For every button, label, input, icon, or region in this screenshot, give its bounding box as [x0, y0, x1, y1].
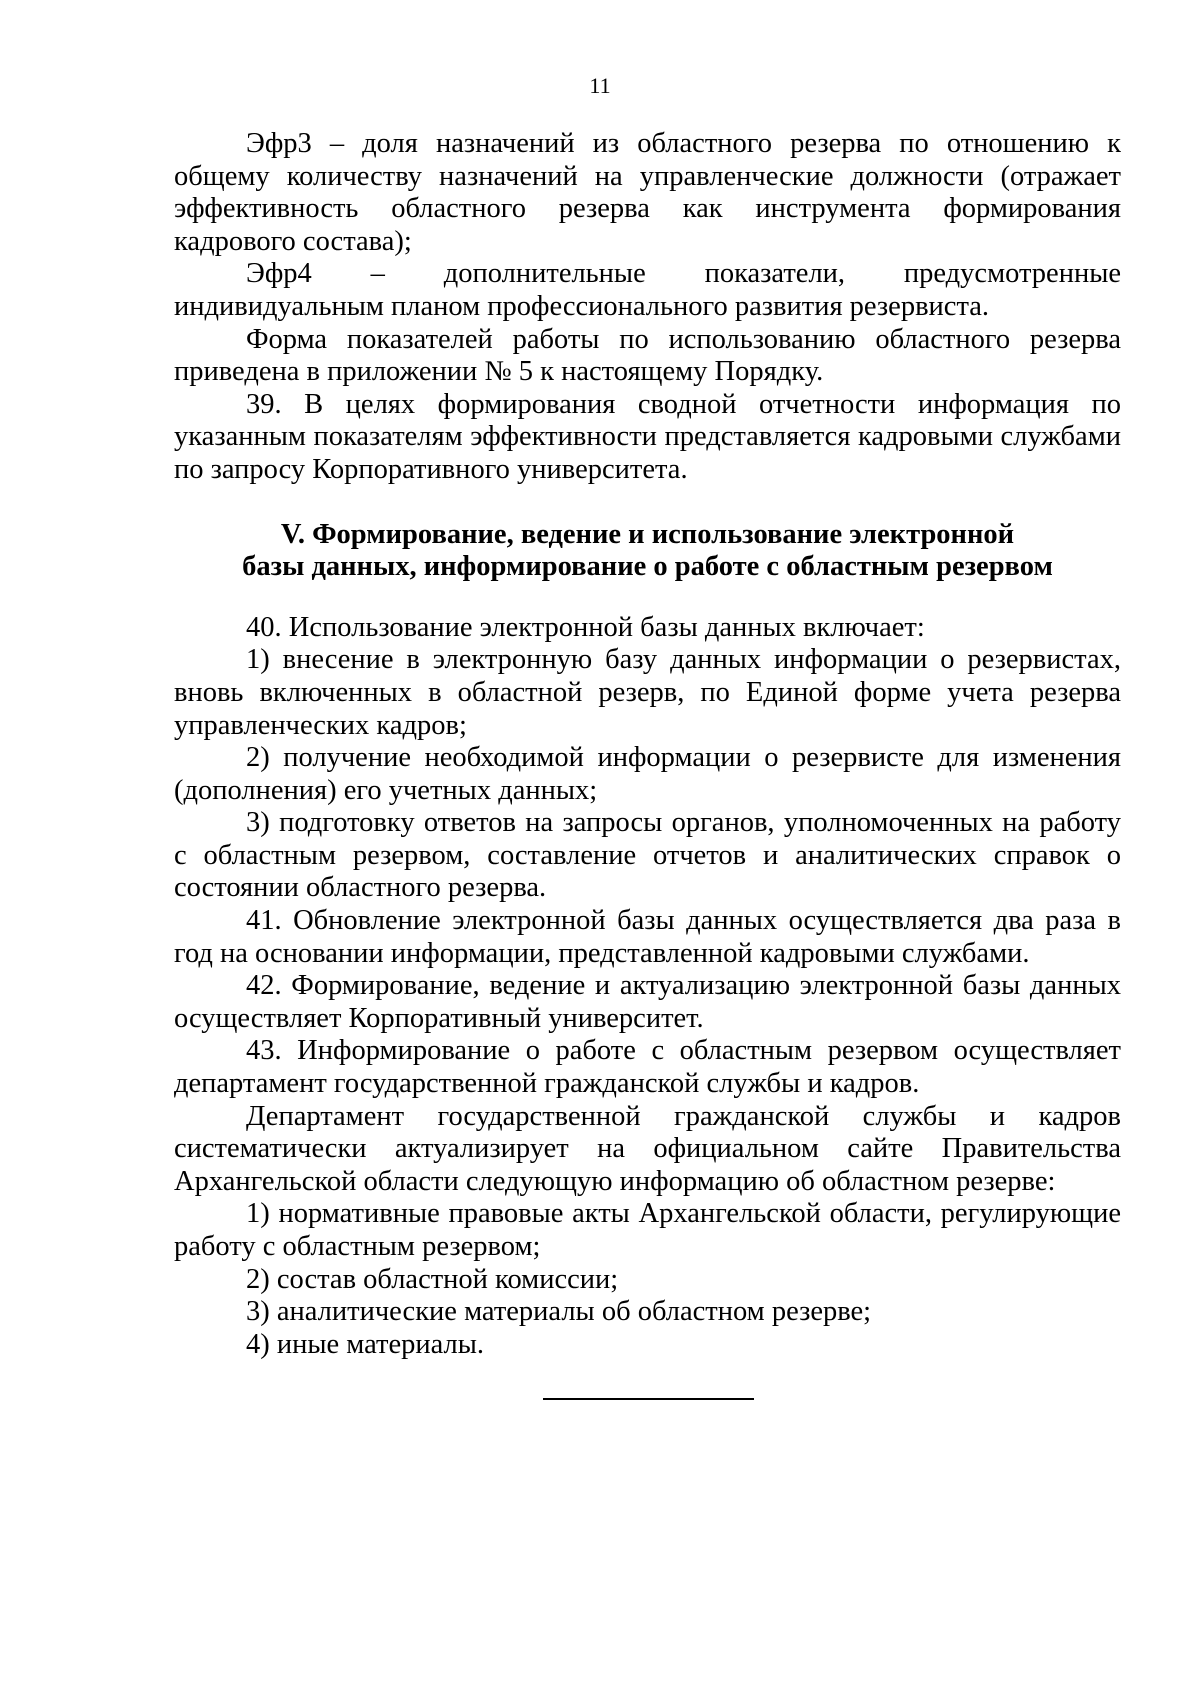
section-heading-line-2: базы данных, информирование о работе с областным резервом [242, 551, 1053, 583]
paragraph-40-item-3: 3) подготовку ответов на запросы органов, уполномоченных на работу с областным резервом, составление отчетов и аналитических справок о состоянии областного резерва. [174, 807, 1121, 904]
paragraph-40: 40. Использование электронной базы данных включает: [246, 611, 925, 643]
paragraph-info-item-3: 3) аналитические материалы об областном резерве; [246, 1296, 872, 1328]
paragraph-40-item-1: 1) внесение в электронную базу данных информации о резервистах, вновь включенных в областной резерв, по Единой форме учета резерва управленческих кадров; [174, 644, 1121, 741]
paragraph-info-item-2: 2) состав областной комиссии; [246, 1263, 619, 1295]
section-heading [174, 519, 1121, 584]
section-heading-line-1: V. Формирование, ведение и использование электронной [280, 518, 1015, 550]
document-body [174, 128, 1121, 1361]
paragraph-39: 39. В целях формирования сводной отчетности информация по указанным показателям эффективности представляется кадровыми службами по запросу Корпоративного университета. [174, 388, 1121, 485]
paragraph-42: 42. Формирование, ведение и актуализацию электронной базы данных осуществляет Корпоративный университет. [174, 970, 1121, 1034]
paragraph-info-item-4: 4) иные материалы. [246, 1328, 485, 1360]
paragraph-40-item-2: 2) получение необходимой информации о резервисте для изменения (дополнения) его учетных данных; [174, 742, 1121, 806]
paragraph-info-item-1: 1) нормативные правовые акты Архангельской области, регулирующие работу с областным резервом; [174, 1198, 1121, 1262]
page-number: 11 [589, 73, 611, 98]
paragraph-43: 43. Информирование о работе с областным резервом осуществляет департамент государственной гражданской службы и кадров. [174, 1035, 1121, 1100]
paragraph-efr4: Эфр4 – дополнительные показатели, предусмотренные индивидуальным планом профессионального развития резервиста. [174, 258, 1121, 322]
paragraph-efr3: Эфр3 – доля назначений из областного резерва по отношению к общему количеству назначений на управленческие должности (отражает эффективность областного резерва как инструмента формирования кадрового состава); [174, 128, 1121, 257]
paragraph-form-reference: Форма показателей работы по использованию областного резерва приведена в приложении № 5 к настоящему Порядку. [174, 323, 1121, 388]
paragraph-department-info: Департамент государственной гражданской службы и кадров систематически актуализирует на официальном сайте Правительства Архангельской области следующую информацию об областном резерве: [174, 1100, 1121, 1197]
end-of-document-rule [543, 1398, 754, 1400]
paragraph-41: 41. Обновление электронной базы данных осуществляется два раза в год на основании информации, представленной кадровыми службами. [174, 905, 1121, 969]
